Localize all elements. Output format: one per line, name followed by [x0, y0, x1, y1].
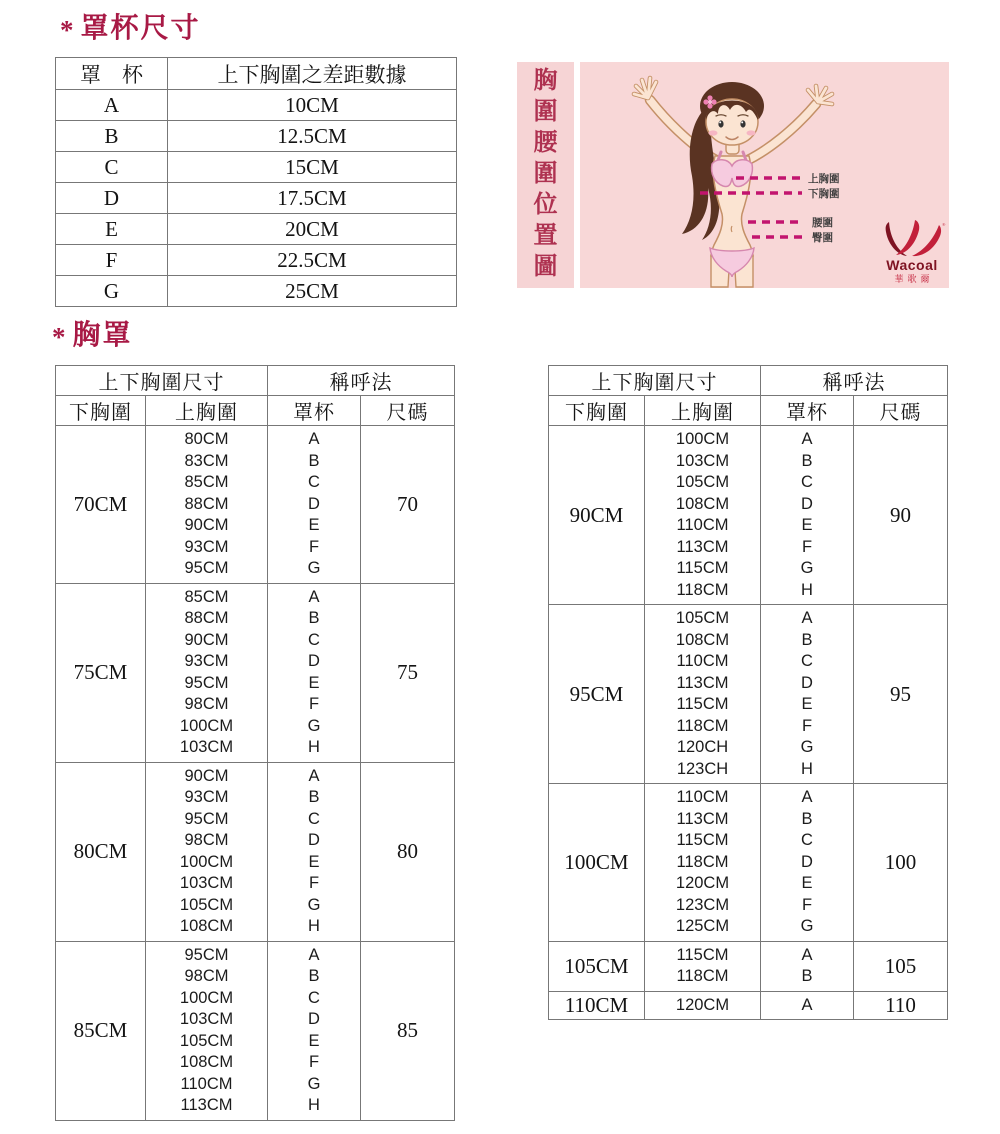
cup-table-row: [56, 152, 457, 183]
cup-letter-item: E: [801, 874, 813, 892]
cup-letter-item: C: [801, 652, 813, 670]
cup-table-row: [56, 245, 457, 276]
cup-letter-item: B: [801, 809, 813, 828]
upper-bust-item: 115CM: [676, 695, 729, 713]
size-group-row: [56, 583, 455, 762]
under-bust-cell: 70CM: [56, 426, 146, 584]
upper-bust-item: 98CM: [184, 967, 229, 985]
upper-bust-item: 90CM: [184, 630, 229, 649]
upper-bust-list: [645, 605, 761, 784]
cup-letter-item: G: [800, 559, 814, 577]
size-table-group-header-row: [549, 366, 948, 396]
cup-letter-item: B: [308, 609, 320, 627]
upper-bust-item: 95CM: [184, 559, 229, 577]
cup-letter-item: B: [308, 451, 320, 470]
upper-bust-item: 103CM: [179, 738, 234, 756]
upper-bust-item: 88CM: [184, 609, 229, 627]
registered-mark: ®: [942, 222, 946, 227]
cup-letter-item: D: [308, 494, 320, 513]
size-code-cell: 70: [361, 426, 455, 584]
difference-value-cell: 10CM: [168, 90, 457, 121]
bust-sizes-group-header: 上下胸圍尺寸: [549, 366, 761, 396]
bra-heading-text: 胸罩: [72, 320, 133, 351]
cup-letter-list: [761, 605, 854, 784]
upper-bust-item: 120CM: [675, 995, 730, 1014]
cup-letter-item: H: [801, 580, 813, 599]
cup-letter-item: B: [308, 788, 320, 806]
wacoal-logo: [886, 220, 946, 284]
upper-bust-item: 125CM: [675, 917, 730, 935]
upper-bust-item: 123CM: [675, 895, 730, 914]
cup-letter-item: F: [308, 695, 320, 713]
cup-letter-item: A: [801, 995, 813, 1014]
cup-letter-item: D: [801, 494, 813, 513]
upper-bust-item: 100CM: [179, 716, 234, 735]
upper-bust-item: 93CM: [184, 537, 229, 556]
upper-bust-item: 95CM: [184, 673, 229, 692]
cup-letter-item: A: [801, 430, 813, 448]
cup-letter-cell: A: [56, 90, 168, 121]
under-bust-cell: 75CM: [56, 583, 146, 762]
upper-bust-item: 115CM: [676, 831, 729, 849]
cup-letter-cell: D: [56, 183, 168, 214]
upper-bust-item: 110CM: [676, 652, 729, 670]
upper-bust-item: 85CM: [184, 473, 229, 491]
side-label-char: 位: [533, 192, 558, 218]
upper-bust-item: 95CM: [184, 809, 229, 828]
cup-table-header-row: [56, 58, 457, 90]
upper-bust-item: 88CM: [184, 494, 229, 513]
size-table-column-header-row: [56, 396, 455, 426]
upper-bust-list: [645, 991, 761, 1020]
size-table-group-header-row: [56, 366, 455, 396]
upper-bust-list: [645, 784, 761, 942]
side-label-char: 圍: [533, 99, 558, 125]
cup-letter-item: E: [801, 695, 813, 713]
side-label-char: 圍: [533, 161, 558, 187]
size-code-column-header: 尺碼: [854, 396, 948, 426]
cup-letter-list: [268, 762, 361, 941]
cup-letter-item: A: [308, 766, 320, 785]
upper-bust-item: 100CM: [675, 430, 730, 448]
upper-bust-item: 120CH: [676, 738, 729, 756]
cup-letter-item: C: [308, 809, 320, 828]
size-group-row: [549, 784, 948, 942]
under-bust-cell: 85CM: [56, 941, 146, 1120]
size-code-cell: 95: [854, 605, 948, 784]
upper-bust-item: 105CM: [675, 473, 730, 491]
cup-letter-list: [268, 426, 361, 584]
waist-label: 腰圍: [812, 217, 833, 229]
upper-bust-list: [146, 583, 268, 762]
size-group-row: [56, 762, 455, 941]
upper-bust-item: 115CM: [676, 559, 729, 577]
side-label-char: 置: [533, 223, 558, 249]
cup-size-table: [55, 57, 457, 307]
cup-letter-item: F: [308, 874, 320, 892]
cup-letter-item: D: [308, 831, 320, 849]
cup-letter-item: G: [800, 738, 814, 756]
cup-letter-cell: F: [56, 245, 168, 276]
under-bust-column-header: 下胸圍: [549, 396, 645, 426]
cup-letter-item: C: [308, 630, 320, 649]
cup-letter-item: B: [308, 967, 320, 985]
upper-bust-item: 123CH: [676, 759, 729, 778]
upper-bust-item: 118CM: [676, 580, 729, 599]
cup-letter-item: C: [308, 988, 320, 1007]
upper-bust-item: 85CM: [184, 587, 229, 606]
cup-letter-item: B: [801, 630, 813, 649]
cup-letter-cell: G: [56, 276, 168, 307]
under-bust-cell: 105CM: [549, 941, 645, 991]
size-group-row: [56, 426, 455, 584]
upper-bust-column-header: 上胸圍: [146, 396, 268, 426]
side-label-char: 胸: [533, 68, 558, 94]
size-code-column-header: 尺碼: [361, 396, 455, 426]
under-bust-label: 下胸圍: [808, 188, 840, 200]
cup-letter-item: F: [308, 537, 320, 556]
cup-column-header: 罩杯: [268, 396, 361, 426]
measurement-diagram: [580, 62, 949, 288]
cup-letter-item: F: [308, 1053, 320, 1071]
cup-letter-item: F: [801, 716, 813, 735]
cup-letter-item: A: [308, 587, 320, 606]
cup-letter-item: F: [801, 895, 813, 914]
cup-letter-item: C: [308, 473, 320, 491]
upper-bust-item: 118CM: [676, 852, 729, 871]
cup-column-header: 罩杯: [761, 396, 854, 426]
cup-letter-item: A: [801, 945, 813, 964]
side-label-char: 圖: [533, 254, 558, 280]
cup-letter-item: C: [801, 473, 813, 491]
upper-bust-item: 100CM: [179, 988, 234, 1007]
hip-label: 臀圍: [812, 232, 833, 244]
cup-letter-list: [761, 941, 854, 991]
measurement-diagram-panel: [580, 62, 949, 288]
difference-value-cell: 22.5CM: [168, 245, 457, 276]
upper-bust-item: 98CM: [184, 695, 229, 713]
cup-letter-item: A: [801, 788, 813, 806]
size-group-row: [549, 991, 948, 1020]
size-code-cell: 105: [854, 941, 948, 991]
upper-bust-item: 103CM: [179, 1010, 234, 1028]
cup-size-heading-text: 罩杯尺寸: [80, 13, 201, 44]
upper-bust-item: 118CM: [676, 716, 729, 735]
upper-bust-item: 113CM: [180, 1096, 233, 1114]
upper-bust-item: 110CM: [180, 1074, 233, 1093]
cup-table-row: [56, 90, 457, 121]
upper-bust-item: 80CM: [184, 430, 229, 448]
difference-value-cell: 15CM: [168, 152, 457, 183]
cup-letter-item: E: [308, 516, 320, 534]
asterisk-marker: *: [60, 15, 76, 45]
cup-letter-item: H: [308, 917, 320, 935]
upper-bust-item: 108CM: [675, 494, 730, 513]
upper-bust-item: 108CM: [675, 630, 730, 649]
size-group-row: [549, 426, 948, 605]
size-code-cell: 90: [854, 426, 948, 605]
cup-letter-list: [268, 583, 361, 762]
under-bust-column-header: 下胸圍: [56, 396, 146, 426]
upper-bust-item: 83CM: [184, 451, 229, 470]
bra-heading: [52, 313, 133, 353]
cup-table-row: [56, 214, 457, 245]
cup-letter-item: C: [801, 831, 813, 849]
difference-value-cell: 17.5CM: [168, 183, 457, 214]
side-label-char: 腰: [533, 130, 558, 156]
upper-bust-item: 120CM: [675, 874, 730, 892]
upper-bust-item: 90CM: [184, 766, 229, 785]
diagram-side-label: [517, 62, 574, 288]
upper-bust-item: 108CM: [179, 1053, 234, 1071]
upper-bust-list: [146, 426, 268, 584]
cup-letter-item: G: [307, 716, 321, 735]
measurement-labels: [808, 172, 840, 244]
cup-letter-item: A: [308, 945, 320, 964]
upper-bust-item: 118CM: [676, 967, 729, 985]
cup-letter-cell: B: [56, 121, 168, 152]
cup-letter-cell: C: [56, 152, 168, 183]
cup-letter-list: [761, 784, 854, 942]
cup-letter-item: H: [801, 759, 813, 778]
cup-letter-item: A: [308, 430, 320, 448]
upper-bust-item: 113CM: [676, 537, 729, 556]
size-group-row: [56, 941, 455, 1120]
under-bust-cell: 100CM: [549, 784, 645, 942]
cup-letter-item: D: [801, 673, 813, 692]
cup-letter-item: D: [308, 1010, 320, 1028]
size-code-cell: 100: [854, 784, 948, 942]
bra-size-table-right: [548, 365, 948, 1020]
size-table-column-header-row: [549, 396, 948, 426]
upper-bust-item: 93CM: [184, 788, 229, 806]
size-code-cell: 85: [361, 941, 455, 1120]
cup-column-header: 罩 杯: [56, 58, 168, 90]
size-group-row: [549, 605, 948, 784]
bra-size-table-left: [55, 365, 455, 1121]
cup-letter-item: E: [801, 516, 813, 534]
cup-letter-item: B: [801, 451, 813, 470]
cup-letter-item: E: [308, 852, 320, 871]
upper-bust-list: [645, 426, 761, 605]
upper-bust-item: 103CM: [179, 874, 234, 892]
difference-value-cell: 12.5CM: [168, 121, 457, 152]
under-bust-cell: 110CM: [549, 991, 645, 1020]
upper-bust-item: 103CM: [675, 451, 730, 470]
cup-size-heading: [60, 6, 201, 46]
upper-bust-item: 110CM: [676, 516, 729, 534]
cup-letter-item: E: [308, 673, 320, 692]
cup-letter-list: [761, 426, 854, 605]
size-code-cell: 80: [361, 762, 455, 941]
upper-bust-item: 110CM: [676, 788, 729, 806]
difference-column-header: 上下胸圍之差距數據: [168, 58, 457, 90]
cup-table-row: [56, 183, 457, 214]
upper-bust-list: [146, 941, 268, 1120]
cup-letter-item: D: [801, 852, 813, 871]
size-code-cell: 110: [854, 991, 948, 1020]
wacoal-chinese-name: 華歌爾: [894, 274, 934, 284]
cup-letter-item: E: [308, 1031, 320, 1050]
cup-letter-list: [761, 991, 854, 1020]
upper-bust-item: 98CM: [184, 831, 229, 849]
upper-bust-item: 105CM: [179, 1031, 234, 1050]
cup-letter-item: D: [308, 652, 320, 670]
upper-bust-item: 90CM: [184, 516, 229, 534]
difference-value-cell: 20CM: [168, 214, 457, 245]
size-group-row: [549, 941, 948, 991]
upper-bust-item: 113CM: [676, 809, 729, 828]
cup-letter-item: G: [307, 1074, 321, 1093]
upper-bust-item: 100CM: [179, 852, 234, 871]
upper-bust-item: 93CM: [184, 652, 229, 670]
cup-letter-item: F: [801, 537, 813, 556]
bust-sizes-group-header: 上下胸圍尺寸: [56, 366, 268, 396]
cup-letter-item: B: [801, 967, 813, 985]
cup-letter-cell: E: [56, 214, 168, 245]
upper-bust-label: 上胸圍: [808, 173, 840, 185]
cup-table-row: [56, 121, 457, 152]
left-hand: [634, 78, 656, 98]
upper-bust-list: [146, 762, 268, 941]
cup-letter-item: G: [307, 895, 321, 914]
upper-bust-item: 105CM: [675, 609, 730, 627]
under-bust-cell: 95CM: [549, 605, 645, 784]
cup-letter-list: [268, 941, 361, 1120]
cup-letter-item: G: [307, 559, 321, 577]
cup-letter-item: A: [801, 609, 813, 627]
wacoal-wordmark: Wacoal: [886, 257, 938, 273]
cup-table-row: [56, 276, 457, 307]
upper-bust-item: 105CM: [179, 895, 234, 914]
cup-letter-item: H: [308, 738, 320, 756]
upper-bust-item: 108CM: [179, 917, 234, 935]
under-bust-cell: 80CM: [56, 762, 146, 941]
naming-group-header: 稱呼法: [761, 366, 948, 396]
naming-group-header: 稱呼法: [268, 366, 455, 396]
upper-bust-item: 95CM: [184, 945, 229, 964]
difference-value-cell: 25CM: [168, 276, 457, 307]
upper-bust-item: 115CM: [676, 945, 729, 964]
upper-bust-column-header: 上胸圍: [645, 396, 761, 426]
upper-bust-list: [645, 941, 761, 991]
cup-letter-item: G: [800, 917, 814, 935]
under-bust-cell: 90CM: [549, 426, 645, 605]
asterisk-marker: *: [52, 322, 68, 352]
figure-illustration: [634, 78, 832, 287]
cup-letter-item: H: [308, 1096, 320, 1114]
size-code-cell: 75: [361, 583, 455, 762]
upper-bust-item: 113CM: [676, 673, 729, 692]
